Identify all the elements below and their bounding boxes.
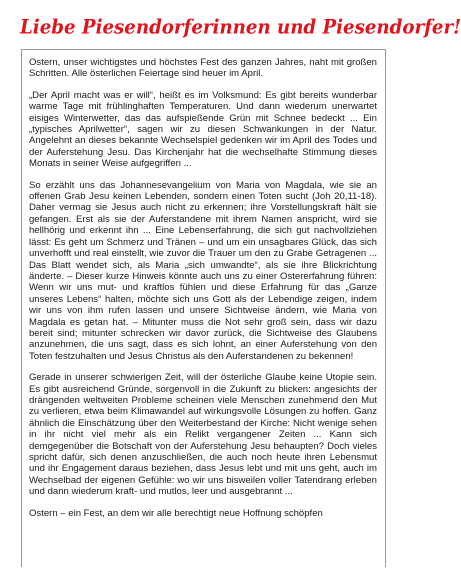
paragraph-april-weather: „Der April macht was er will“, heißt es im Volksmund: Es gibt bereits wunderbar warme Tage mit frühlinghaften Temperaturen. Und dann wiederum unerwartet eisiges Winterwetter, das das aufspießende Grün mit Schnee bedeckt ... Ein „typisches Aprilwetter“, sagen wir zu diesen Schwankungen in der Natur. Angelehnt an dieses bekannte Wechselspiel gedenken wir im April des Todes und der Auferstehung Jesu. Das Kirchenjahr hat die wechselhafte Stimmung dieses Monats in seiner Weise aufgegriffen ... [29,89,377,170]
headline: Liebe Piesendorferinnen und Piesendorfer! [20,16,461,39]
letter-body [29,57,377,529]
text-frame [21,49,386,567]
paragraph-difficult-times: Gerade in unserer schwierigen Zeit, will der österliche Glaube keine Utopie sein. Es gibt ausreichend Gründe, sorgenvoll in die Zukunft zu blicken: angesichts der drängenden weltweiten Probleme scheinen viele Menschen zunehmend den Mut zu verlieren, etwa beim Klimawandel auf wirkungsvolle Lösungen zu hoffen. Ganz ähnlich die Einschätzung über den Weiterbestand der Kirche: Nicht wenige sehen in ihr nicht viel mehr als ein Relikt vergangener Zeiten ... Kann sich demgegenüber die Botschaft von der Auferstehung Jesu behaupten? Doch vieles spricht dafür, sich denen anzuschließen, die auch noch heute ihren Lebensmut und ihr Engagement daraus beziehen, dass Jesus lebt und mit uns geht, auch im Wechselbad der eigenen Gefühle: wo wir uns bisweilen voller Tatendrang erleben und dann wiederum kraft- und mutlos, leer und ausgebrannt ... [29,372,377,498]
paragraph-easter-hope: Ostern – ein Fest, an dem wir alle berechtigt neue Hoffnung schöpfen [29,507,323,519]
paragraph-maria-magdala: So erzählt uns das Johannesevangelium von Maria von Magdala, wie sie an offenen Grab Jesu keinen Lebenden, sondern einen Toten sucht (Joh 20,11-18). Daher vermag sie Jesus auch nicht zu erkennen; ihre Vorstellungskraft hält sie gefangen. Erst als sie der Auferstandene mit ihrem Namen anspricht, wird sie hellhörig und erkennt ihn ... Eine Lebenserfahrung, die sich gut nachvollziehen lässt: Es geht um Schmerz und Tränen – und um ein unsagbares Glück, das sich unverhofft und real einstellt, wie zuvor die Trauer um den zu Grabe Getragenen ... Das Blatt wendet sich, als Maria „sich umwandte“, als sie ihre Blickrichtung änderte. – Dieser kurze Hinweis könnte auch uns zu einer Ostererfahrung führen: Wenn wir uns mut- und kraftlos fühlen und diese Erfahrung für das „Ganze unseres Lebens“ halten, möchte sich uns Gott als der Lebendige zeigen, indem wir uns von ihm rufen lassen und unsere Sichtweise ändern, wie Maria von Magdala es getan hat. – Mitunter muss die Not sehr groß sein, dass wir dazu bereit sind; mitunter schrecken wir davor zurück, die Sichtweise des Glaubens anzunehmen, die uns sagt, dass es sich lohnt, an einer Auferstehung von den Toten festzuhalten und Jesus Christus als den Auferstandenen zu bekennen! [29,179,377,362]
paragraph-intro: Ostern, unser wichtigstes und höchstes Fest des ganzen Jahres, naht mit großen Schritten. Alle österlichen Feiertage sind heuer im April. [29,57,377,80]
